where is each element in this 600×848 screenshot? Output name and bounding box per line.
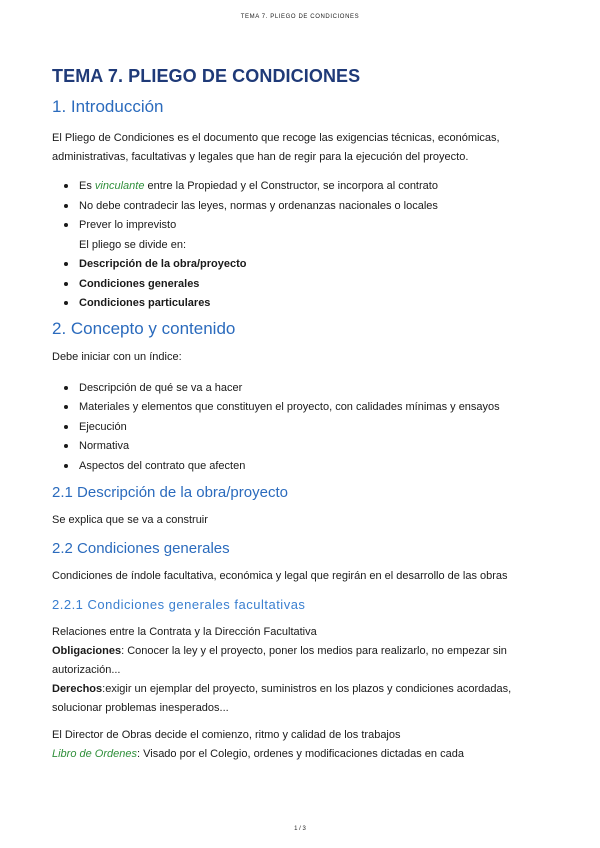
s22-paragraph: Condiciones de índole facultativa, económica y legal que regirán en el desarrollo de las obras [52,570,508,582]
book-paragraph: Libro de Ordenes: Visado por el Colegio, ordenes y modificaciones dictadas en cada [52,748,464,760]
list-item: Descripción de qué se va a hacer [52,379,552,399]
bullet-icon [64,425,68,429]
list-item [52,177,552,197]
bullet-icon [64,444,68,448]
intro-bullet-list [52,177,552,236]
bullet-icon [64,464,68,468]
bullet-icon [64,223,68,227]
obligations-label: Obligaciones [52,645,122,657]
document-body [52,66,552,764]
s21-paragraph: Se explica que se va a construir [52,514,208,526]
relations-line: Relaciones entre la Contrata y la Dirección Facultativa [52,626,317,638]
list-item [52,216,552,236]
bullet-icon [64,184,68,188]
parts-list [52,255,552,314]
bullet-icon [64,262,68,266]
concept-list [52,379,552,477]
section-heading-2-1: 2.1 Descripción de la obra/proyecto [52,484,288,501]
bullet-icon [64,301,68,305]
bullet-text: No debe contradecir las leyes, normas y ordenanzas nacionales o locales [79,199,438,212]
section-heading-introduccion: 1. Introducción [52,97,164,116]
vinculante-term: vinculante [94,180,145,192]
divide-text: El pliego se divide en: [79,238,187,251]
bullet-text: entre la Propiedad y el Constructor, se incorpora al contrato [144,180,438,192]
list-item: Condiciones generales [52,275,552,295]
running-header: TEMA 7. PLIEGO DE CONDICIONES [240,14,360,20]
list-item: Ejecución [52,418,552,438]
bullet-icon [64,204,68,208]
list-item: Materiales y elementos que constituyen el proyecto, con calidades mínimas y ensayos [52,398,552,418]
section-heading-2-2: 2.2 Condiciones generales [52,540,230,557]
bullet-icon [64,405,68,409]
section-heading-concepto: 2. Concepto y contenido [52,318,236,338]
page-number: 1 / 3 [294,826,306,832]
libro-ordenes-term: Libro de Ordenes [52,748,137,760]
bullet-text: Prever lo imprevisto [79,219,177,231]
bullet-icon [64,386,68,390]
rights-label: Derechos [52,683,103,695]
section-heading-2-2-1: 2.2.1 Condiciones generales facultativas [52,597,306,612]
list-item: Descripción de la obra/proyecto [52,255,552,275]
list-item: Condiciones particulares [52,294,552,314]
bullet-icon [64,282,68,286]
intro-paragraph: El Pliego de Condiciones es el documento que recoge las exigencias técnicas, económicas, administrativas, facultativas y legales que han de regir para la ejecución del proyecto. [52,132,500,163]
list-item [52,197,552,217]
list-item: Aspectos del contrato que afecten [52,457,552,477]
concept-paragraph: Debe iniciar con un índice: [52,350,182,363]
bullet-text: Es [79,180,95,192]
obligations-paragraph: Obligaciones: Conocer la ley y el proyecto, poner los medios para realizarlo, no empezar sin autorización... [52,645,507,676]
list-item: Normativa [52,437,552,457]
director-line: El Director de Obras decide el comienzo, ritmo y calidad de los trabajos [52,729,401,741]
rights-paragraph: Derechos:exigir un ejemplar del proyecto, suministros en los plazos y condiciones acordadas, solucionar problemas inesperados... [52,683,512,714]
page-title: TEMA 7. PLIEGO DE CONDICIONES [52,66,361,86]
